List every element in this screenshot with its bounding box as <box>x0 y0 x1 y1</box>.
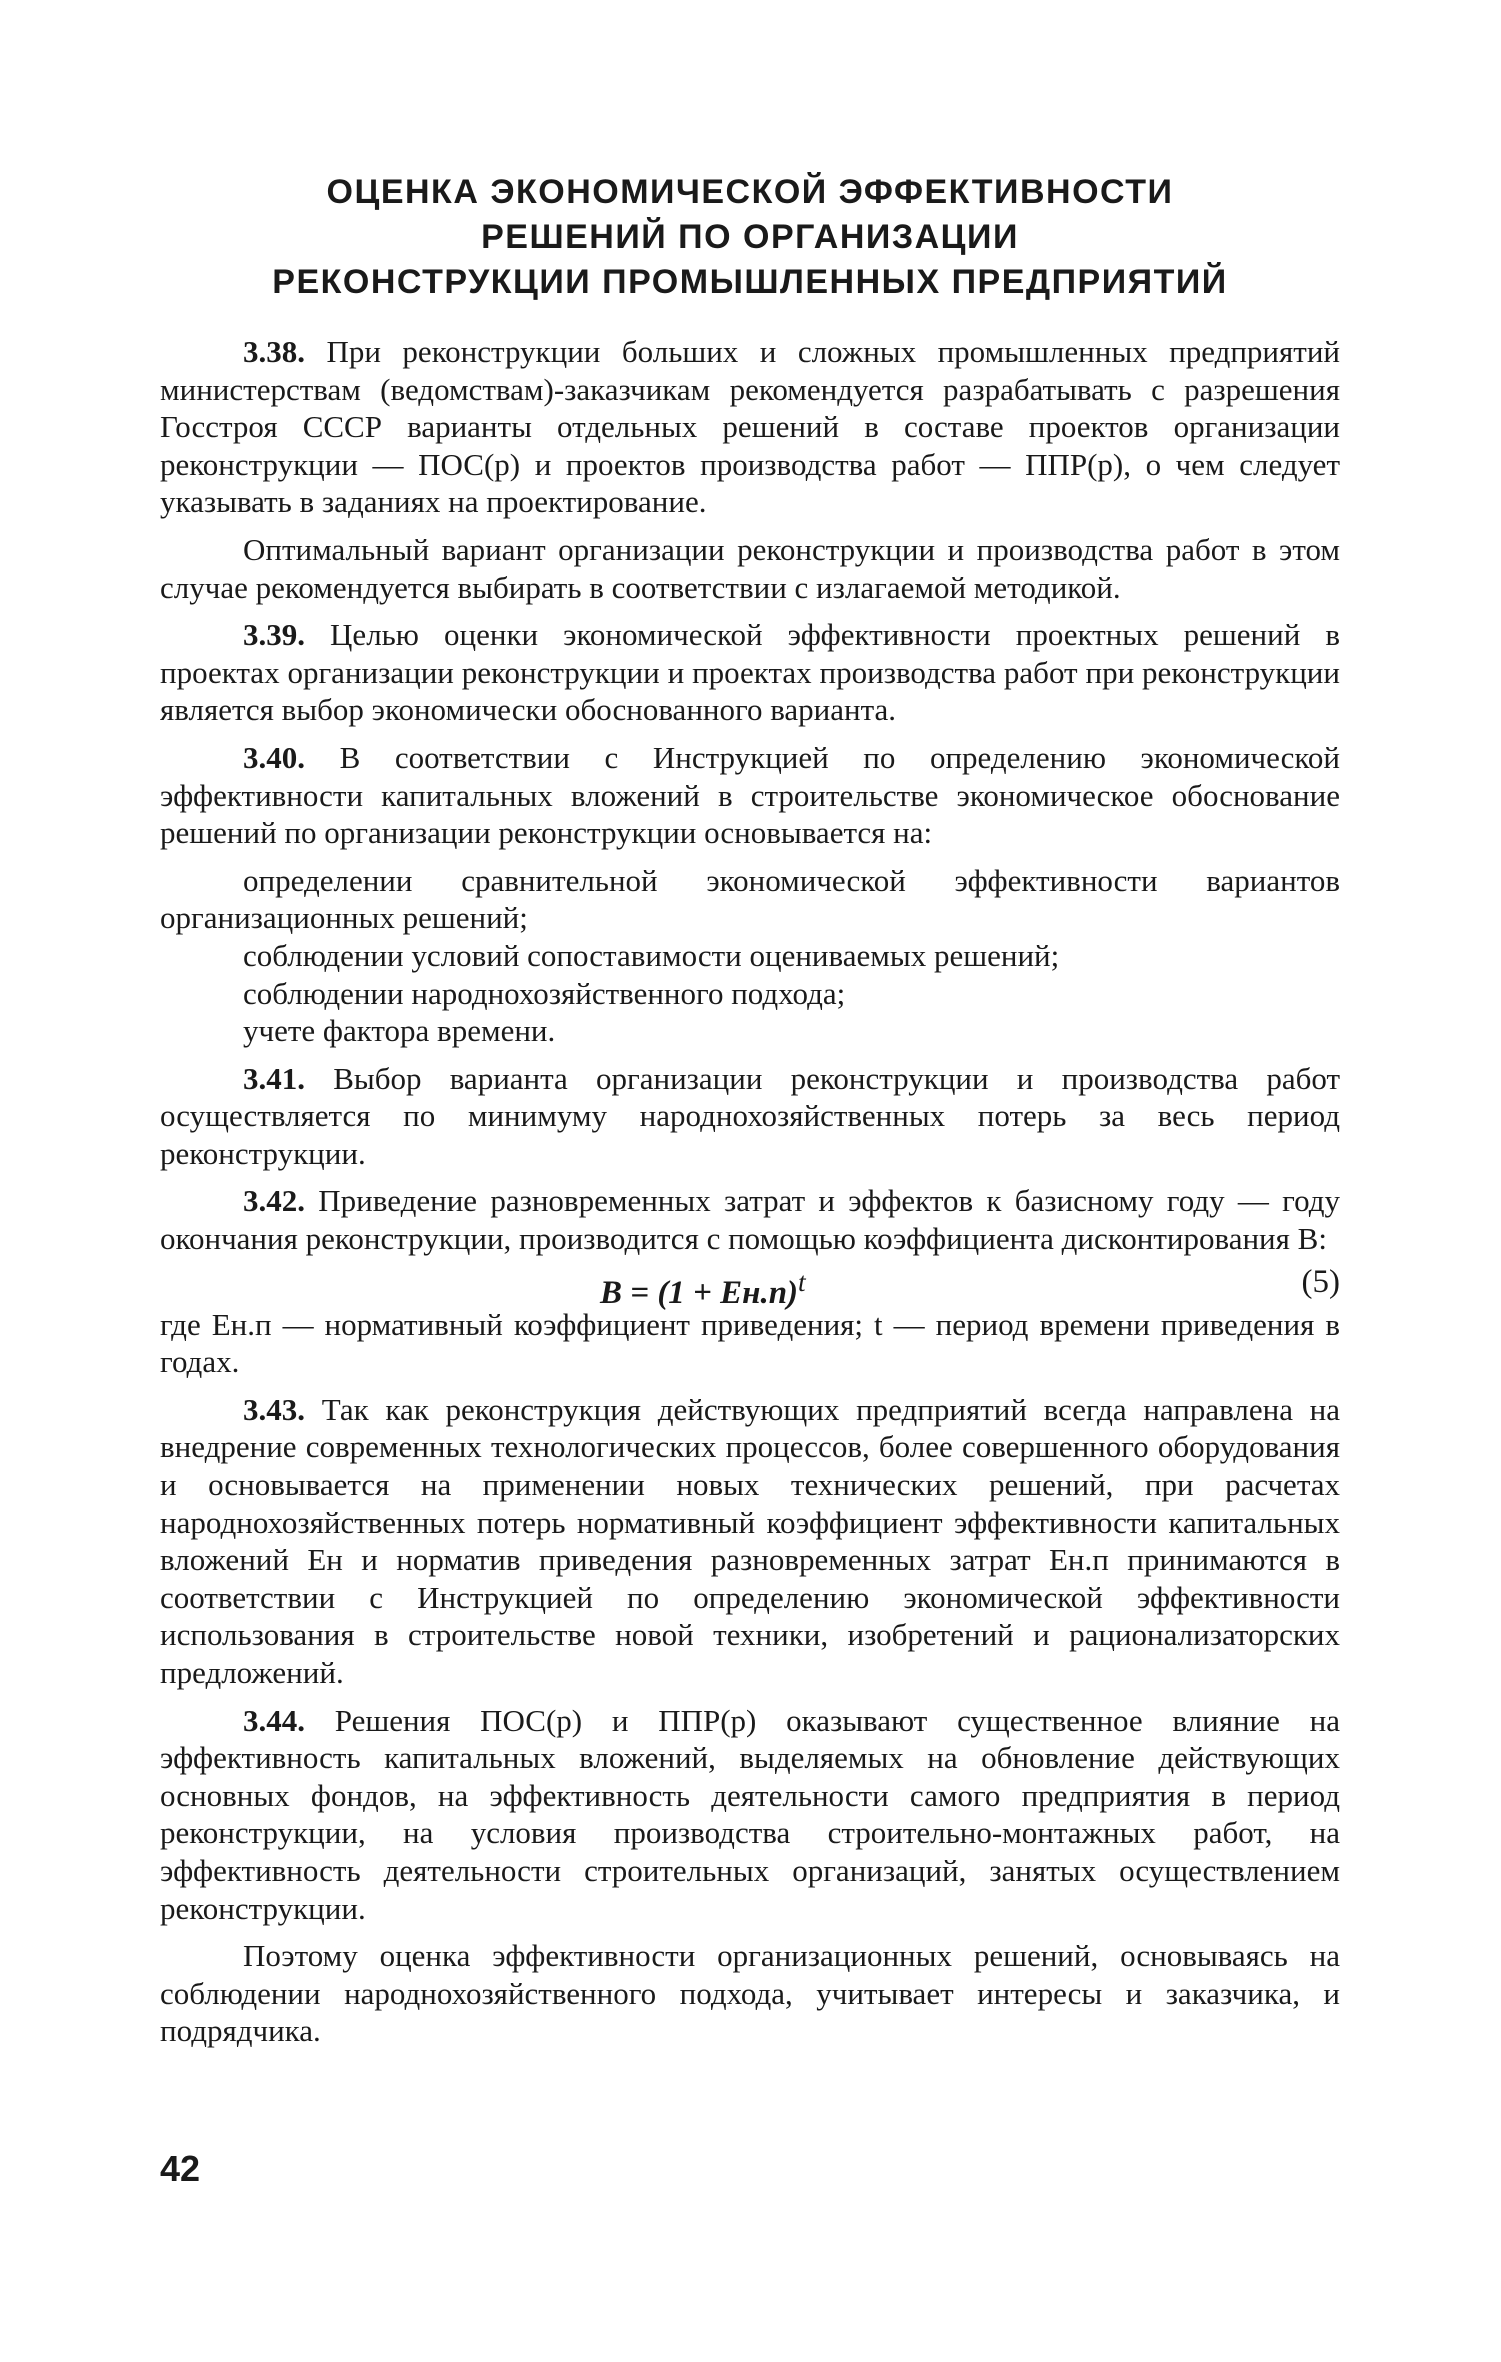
paragraph-3-44 <box>160 1702 1340 1928</box>
formula-expression <box>600 1260 806 1315</box>
page-number: 42 <box>160 2148 201 2189</box>
paragraph-number: 3.40. <box>243 739 305 775</box>
formula-body: B = (1 + Eн.п) <box>600 1274 799 1311</box>
title-line-2: РЕШЕНИЙ ПО ОРГАНИЗАЦИИ <box>481 218 1019 256</box>
paragraph-number: 3.38. <box>243 334 305 369</box>
paragraph-number: 3.39. <box>243 617 305 653</box>
paragraph-text: Целью оценки экономической эффективности проектных решений в проектах организации реконструкции и проектах производства работ при реконструкции является выбор экономически обоснованного варианта. <box>160 617 1340 728</box>
paragraph-number: 3.42. <box>243 1183 305 1219</box>
paragraph-text: Решения ПОС(р) и ППР(р) оказывают существенное влияние на эффективность капитальных вложений, выделяемых на обновление действующих основных фондов, на эффективность деятельности самого предприятия в период реконструкции, на условия производства строительно-монтажных работ, на эффективность деятельности строительных организаций, занятых осуществлением реконструкции. <box>160 1702 1340 1926</box>
list-item: соблюдении народнохозяйственного подхода; <box>243 975 846 1011</box>
section-title <box>160 170 1340 305</box>
paragraph-text: Так как реконструкция действующих предприятий всегда направлена на внедрение современных технологических процессов, более совершенного оборудования и основывается на применении новых технических решений, при расчетах народнохозяйственных потерь нормативный коэффициент эффективности капитальных вложений Eн и норматив приведения разновременных затрат Eн.п принимаются в соответствии с Инструкцией по определению экономической эффективности использования в строительстве новой техники, изобретений и рационализаторских предложений. <box>160 1391 1340 1690</box>
title-line-3: РЕКОНСТРУКЦИИ ПРОМЫШЛЕННЫХ ПРЕДПРИЯТИЙ <box>272 263 1228 301</box>
paragraph-3-42 <box>160 1182 1340 1257</box>
paragraph-text: Оптимальный вариант организации реконструкции и производства работ в этом случае рекомендуется выбирать в соответствии с излагаемой методикой. <box>160 531 1340 605</box>
paragraph-text: Приведение разновременных затрат и эффектов к базисному году — году окончания реконструкции, производится с помощью коэффициента дисконтирования B: <box>160 1183 1341 1257</box>
criteria-list <box>160 862 1340 1050</box>
page-content <box>160 170 1340 2050</box>
paragraph-number: 3.44. <box>243 1702 305 1738</box>
formula-exponent: t <box>798 1265 806 1297</box>
paragraph-text: Выбор варианта организации реконструкции и производства работ осуществляется по минимуму народнохозяйственных потерь за весь период реконструкции. <box>160 1060 1341 1171</box>
paragraph-3-43 <box>160 1391 1340 1692</box>
formula-number: (5) <box>1301 1263 1340 1300</box>
paragraph-text: Поэтому оценка эффективности организационных решений, основываясь на соблюдении народнохозяйственного подхода, учитывает интересы и заказчика, и подрядчика. <box>160 1938 1340 2049</box>
paragraph-number: 3.41. <box>243 1060 305 1096</box>
title-line-1: ОЦЕНКА ЭКОНОМИЧЕСКОЙ ЭФФЕКТИВНОСТИ <box>326 173 1174 211</box>
list-item: учете фактора времени. <box>243 1013 556 1049</box>
paragraph-3-40 <box>160 739 1340 852</box>
list-item: определении сравнительной экономической эффективности вариантов организационных решений; <box>160 862 1340 936</box>
paragraph-number: 3.43. <box>243 1391 305 1427</box>
paragraph-text: где Eн.п — нормативный коэффициент приведения; t — период времени приведения в годах. <box>160 1306 1340 1380</box>
paragraph-text: При реконструкции больших и сложных промышленных предприятий министерствам (ведомствам)-заказчикам рекомендуется разрабатывать с разрешения Госстроя СССР варианты отдельных решений в составе проектов организации реконструкции — ПОС(р) и проектов производства работ — ППР(р), о чем следует указывать в заданиях на проектирование. <box>160 334 1341 520</box>
list-item: соблюдении условий сопоставимости оцениваемых решений; <box>243 937 1060 973</box>
paragraph-3-38 <box>160 333 1340 521</box>
paragraph-3-44-continued <box>160 1937 1340 2050</box>
paragraph-text: В соответствии с Инструкцией по определению экономической эффективности капитальных вложений в строительстве экономическое обоснование решений по организации реконструкции основывается на: <box>160 739 1341 851</box>
paragraph-3-39 <box>160 616 1340 729</box>
paragraph-3-41 <box>160 1060 1340 1173</box>
paragraph-3-38-continued <box>160 531 1340 606</box>
formula-explanation <box>160 1306 1340 1381</box>
discount-formula <box>160 1260 1340 1311</box>
